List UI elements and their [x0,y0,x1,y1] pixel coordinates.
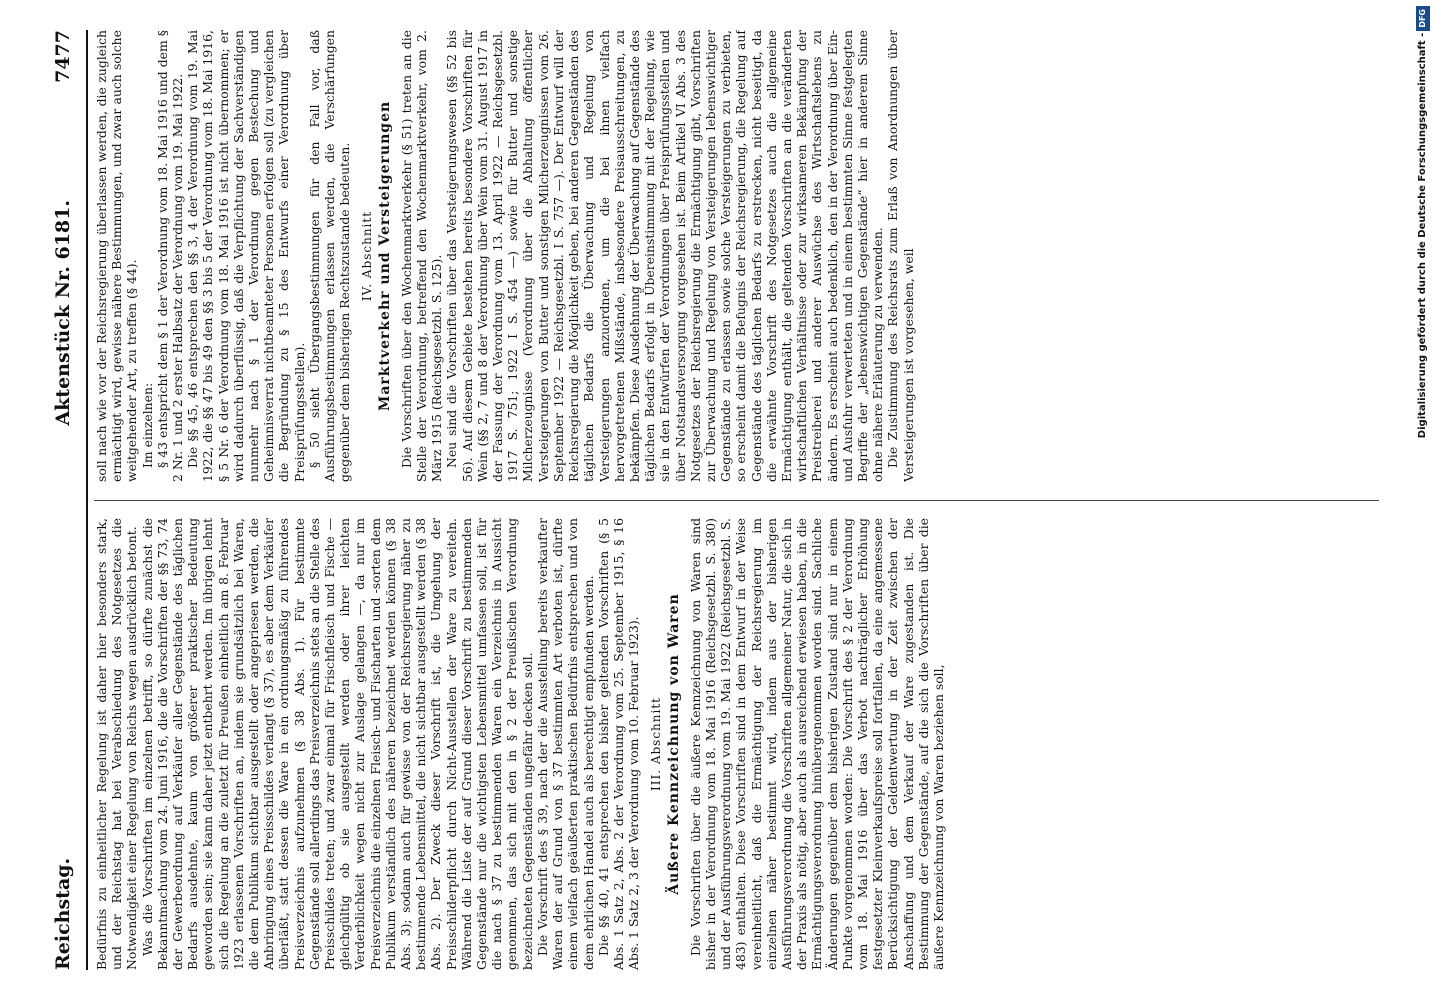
paragraph: Was die Vorschriften im einzelnen betrifft, so dürfte zunächst die Bekanntmachung vom 24. Juni 1916, die die Vorschriften der §§ 73, 74 der Gewerbeordnung auf Verkäufer aller Gegenstände des täglichen Bedarfs ausdehnte, kaum von größerer praktischer Bedeutung geworden sein; sie kann daher jetzt entbehrt werden. Im übrigen lehnt sich die Regelung an die zuletzt für Preußen einheitlich am 8. Februar 1923 erlassenen Vorschriften an, indem sie grundsätzlich bei Waren, die dem Publikum sichtbar ausgestellt oder angepriesen werden, die Anbringung eines Preisschildes verlangt (§ 37), es aber dem Verkäufer überläßt, statt dessen die Ware in ein ordnungsmäßig zu führendes Preisverzeichnis aufzunehmen (§ 38 Abs. 1). Für bestimmte Gegenstände soll allerdings das Preisverzeichnis stets an die Stelle des Preisschildes treten; und zwar einmal für Frischfleisch und Fische — gleichgültig ob sie ausgestellt werden oder ihrer leichten Verderblichkeit wegen nicht zur Auslage gelangen —, da nur im Preisverzeichnis die einzelnen Fleisch- und Fischarten und -sorten dem Publikum verständlich des näheren bezeichnet werden können (§ 38 Abs. 3); sodann auch für gewisse von der Reichsregierung näher zu bestimmende Lebensmittel, die nicht sichtbar ausgestellt werden (§ 38 Abs. 2). Der Zweck dieser Vorschrift ist, die Umgehung der Preisschilderpflicht durch Nicht-Ausstellen der Ware zu vereiteln. Während die Liste der auf Grund dieser Vorschrift zu bestimmenden Gegenstände nur die wichtigsten Lebensmittel umfassen soll, ist für die nach § 37 zu bestimmenden Waren ein Verzeichnis in Aussicht genommen, das sich mit den in § 2 der Preußischen Verordnung bezeichneten Gegenständen ungefähr decken soll. [139,518,535,970]
header-document-number: Aktenstück Nr. 6181. [52,200,74,426]
section-title: Äußere Kennzeichnung von Waren [665,593,682,895]
paragraph: Im einzelnen: [139,382,155,468]
right-column [94,30,1379,482]
section-title: Marktverkehr und Versteigerungen [376,100,393,412]
paragraph: Die Vorschriften über den Wochenmarktverkehr (§ 51) treten an die Stelle der Verordnung, betreffend den Wochenmarktverkehr, vom 2. März 1915 (Reichsgesetzbl. S. 125). [398,30,445,482]
paragraph: Neu sind die Vorschriften über das Versteigerungswesen (§§ 52 bis 56). Auf diesem Gebiete bestehen bereits besondere Vorschriften für Wein (§§ 2, 7 und 8 der Verordnung über Wein vom 31. August 1917 in der Fassung der Verordnung vom 13. April 1922 — Reichsgesetzbl. 1917 S. 751; 1922 I S. 454 —) sowie für Butter und sonstige Milcherzeugnisse (Verordnung über die Abhaltung öffentlicher Versteigerungen von Butter und sonstigen Milcherzeugnissen vom 26. September 1922 — Reichsgesetzbl. I S. 757 —). Der Entwurf will der Reichsregierung die Möglichkeit geben, bei anderen Gegenständen des täglichen Bedarfs die Überwachung und Regelung von Versteigerungen anzuordnen, um die bei ihnen vielfach hervorgetretenen Mißstände, insbesondere Preisausschreitungen, zu bekämpfen. Diese Ausdehnung der Überwachung auf Gegenstände des täglichen Bedarfs erfolgt in Übereinstimmung mit der Regelung, wie sie in den Entwürfen der Verordnungen über Preisprüfungsstellen und über Notstandsversorgung vorgesehen ist. Beim Artikel VI Abs. 3 des Notgesetzes der Reichsregierung die Ermächtigung gibt, Vorschriften zur Überwachung und Regelung von Versteigerungen lebenswichtiger Gegenstände zu erlassen sowie solche Versteigerungen zu verbieten, so erscheint damit die Befugnis der Reichsregierung, die Regelung auf Gegenstände des täglichen Bedarfs zu erstrecken, nicht beseitigt, da die erwähnte Vorschrift des Notgesetzes auch die allgemeine Ermächtigung enthält, die geltenden Vorschriften an die veränderten wirtschaftlichen Verhältnisse oder zur wirksameren Bekämpfung der Preistreiberei und anderer Auswüchse des Wirtschaftslebens zu ändern. Es erscheint auch bedenklich, den in der Verordnung über Ein- und Ausfuhr verwerteten und in einem bestimmten Sinne festgelegten Begriffe der „lebenswichtigen Gegenstände“ hier in anderem Sinne ohne nähere Erläuterung zu verwenden. [444,30,886,482]
dfg-logo: DFG [1416,6,1430,31]
page-number: 7477 [52,30,74,83]
paragraph: § 50 sieht Übergangsbestimmungen für den Fall vor, daß Ausführungsbestimmungen erlassen werden, die Verschärfungen gegenüber dem bisherigen Rechtszustande bedeuten. [306,30,353,482]
paragraph: Die §§ 45, 46 entsprechen den §§ 3, 4 der Verordnung vom 19. Mai 1922, die §§ 47 bis 49 den §§ 3 bis 5 der Verordnung vom 18. Mai 1916, § 5 Nr. 6 der Verordnung vom 18. Mai 1916 ist nicht übernommen; er wird dadurch überflüssig, daß die Verpflichtung der Sachverständigen nunmehr nach § 1 der Verordnung gegen Bestechung und Geheimnisverrat nichtbeamteter Personen erfolgen soll (zu vergleichen die Begründung zu § 15 des Entwurfs einer Verordnung über Preisprüfungsstellen). [185,30,307,482]
digitization-credit [1392,6,1426,994]
column-divider [94,500,1379,501]
left-column [94,518,1379,970]
paragraph: Bedürfnis zu einheitlicher Regelung ist daher hier besonders stark, und der Reichstag hat bei Verabschiedung des Notgesetzes die Notwendigkeit einer Regelung von Reichs wegen ausdrücklich betont. [94,518,140,970]
credit-text: Digitalisierung gefördert durch die Deutsche Forschungsgemeinschaft - [1417,32,1428,439]
paragraph: soll nach wie vor der Reichsregierung überlassen werden, die zugleich ermächtigt wird, gewisse nähere Bestimmungen, und zwar auch solche weitgehender Art, zu treffen (§ 44). [94,30,140,482]
document-page [48,30,1388,970]
section-label: III. Abschnitt [649,697,664,792]
page-header [48,30,82,970]
paragraph: Die §§ 40, 41 entsprechen den bisher geltenden Vorschriften (§ 5 Abs. 1 Satz 2, Abs. 2 der Verordnung vom 25. September 1915, § 16 Abs. 1 Satz 2, 3 der Verordnung vom 10. Februar 1923). [595,518,642,970]
paragraph: § 43 entspricht dem § 1 der Verordnung vom 18. Mai 1916 und dem § 2 Nr. 1 und 2 erster Halbsatz der Verordnung vom 19. Mai 1922. [154,30,186,482]
header-title: Reichstag. [52,857,74,970]
section-label: IV. Abschnitt [360,210,375,302]
paragraph: Die Zustimmung des Reichsrats zum Erlaß von Anordnungen über Versteigerungen ist vorgesehen, weil [885,30,916,482]
header-rule [86,30,88,970]
digitization-credit-text [1416,6,1434,994]
paragraph: Die Vorschrift des § 39, nach der die Ausstellung bereits verkaufter Waren der auf Grund von § 37 bestimmten Art verboten ist, dürfte einem vielfach geäußerten praktischen Bedürfnis entsprechen und von dem ehrlichen Handel auch als berechtigt empfunden werden. [534,518,596,970]
paragraph: Die Vorschriften über die äußere Kennzeichnung von Waren sind bisher in der Verordnung vom 18. Mai 1916 (Reichsgesetzbl. S. 380) und der Ausführungsverordnung vom 19. Mai 1922 (Reichsgesetzbl. S. 483) enthalten. Diese Vorschriften sind in dem Entwurf in der Weise vereinheitlicht, daß die Ermächtigung der Reichsregierung im einzelnen näher bestimmt wird, indem aus der bisherigen Ausführungsverordnung die Vorschriften allgemeiner Natur, die sich in der Praxis als nötig, aber auch als ausreichend erwiesen haben, in die Ermächtigungsverordnung hinübergenommen worden sind. Sachliche Änderungen gegenüber dem bisherigen Zustand sind nur in einem Punkte vorgenommen worden: Die Vorschrift des § 2 der Verordnung vom 18. Mai 1916 über das Verbot nachträglicher Erhöhung festgesetzter Kleinverkaufspreise soll fortfallen, da eine angemessene Berücksichtigung der Geldentwertung in der Zeit zwischen der Anschaffung und dem Verkauf der Ware zugestanden ist. Die Bestimmung der Gegenstände, auf die sich die Vorschriften über die äußere Kennzeichnung von Waren beziehen soll, [687,518,946,970]
